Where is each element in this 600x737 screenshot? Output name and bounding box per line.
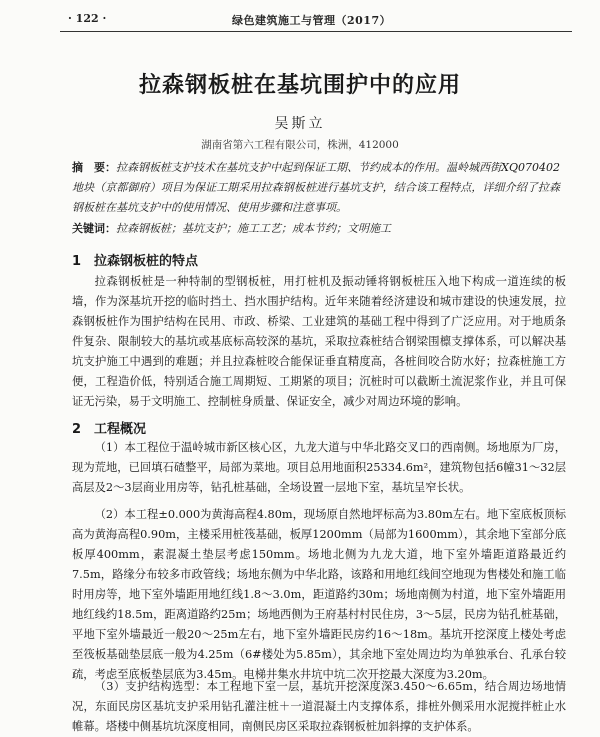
- section-heading: [72, 418, 146, 437]
- keywords: [72, 219, 560, 239]
- body-paragraph: （1）本工程位于温岭城市新区核心区，九龙大道与中华北路交叉口的西南侧。场地原为厂房，现为荒地，已回填石碴整平，局部为菜地。项目总用地面积25334.6m²，建筑物包括6幢31～32层高层及2～3层商业用房等，钻孔桩基础，全场设置一层地下室，基坑呈窄长状。: [72, 441, 566, 494]
- abstract-text: 拉森钢板桩支护技术在基坑支护中起到保证工期、节约成本的作用。温岭城西街XQ070402地块（京都御府）项目为保证工期采用拉森钢板桩进行基坑支护，结合该工程特点，详细介绍了拉森钢板桩在基坑支护中的使用情况、使用步骤和注意事项。: [72, 161, 561, 214]
- section-number: 2: [72, 422, 82, 437]
- section-title: 拉森钢板桩的特点: [94, 254, 199, 269]
- journal-title: 绿色建筑施工与管理（2017）: [232, 14, 392, 27]
- page-number: · 122 ·: [68, 12, 107, 25]
- section-title: 工程概况: [94, 422, 147, 437]
- author-name: 吴斯立: [274, 116, 326, 132]
- abstract: [72, 158, 560, 218]
- section-heading: [72, 250, 198, 269]
- body-paragraph: 拉森钢板桩是一种特制的型钢板桩，用打桩机及振动锤将钢板桩压入地下构成一道连续的板墙，作为深基坑开挖的临时挡土、挡水围护结构。近年来随着经济建设和城市建设的快速发展，拉森钢板桩作为围护结构在民用、市政、桥梁、工业建筑的基础工程中得到了广泛应用。对于地质条件复杂、限制较大的基坑或基底标高较深的基坑，采取拉森桩结合钢梁围檩支撑体系，可以解决基坑支护施工中遇到的难题；并且拉森桩咬合能保证垂直精度高，各桩间咬合防水好；拉森桩施工方便，工程造价低，特别适合施工周期短、工期紧的项目；沉桩时可以截断土流泥浆作业，并且可保证无污染，易于文明施工、控制桩身质量、保证安全，减少对周边环境的影响。: [72, 275, 566, 408]
- article-title: 拉森钢板桩在基坑围护中的应用: [138, 73, 461, 98]
- abstract-label: 摘 要：: [72, 161, 117, 174]
- section-number: 1: [72, 254, 82, 269]
- keywords-label: 关键词：: [72, 222, 116, 235]
- header-divider: [60, 31, 572, 32]
- body-paragraph: （3）支护结构选型：本工程地下室一层，基坑开挖深度深3.450～6.65m，结合周边场地情况，东面民房区基坑支护采用钻孔灌注桩＋一道混凝土内支撑体系，排桩外侧采用水泥搅拌桩止水帷幕。塔楼中侧基坑坑深度相同，南侧民房区采取拉森钢板桩加斜撑的支护体系。: [72, 680, 566, 733]
- keywords-text: 拉森钢板桩；基坑支护；施工工艺；成本节约；文明施工: [116, 222, 391, 235]
- author-affiliation: 湖南省第六工程有限公司，株洲，412000: [201, 139, 399, 151]
- body-paragraph: （2）本工程±0.000为黄海高程4.80m，现场原自然地坪标高为3.80m左右。地下室底板顶标高为黄海高程0.90m，主楼采用桩筏基础，板厚1200mm（局部为1600mm），其余地下室部分底板厚400mm，素混凝土垫层考虑150mm。场地北侧为九龙大道，地下室外墙距道路最近约7.5m，路缘分布较多市政管线；场地东侧为中华北路，该路和用地红线间空地现为售楼处和施工临时用房等，地下室外墙距用地红线1.8～3.0m，距道路约30m；场地南侧为村道，地下室外墙距用地红线约18.5m，距离道路约25m；场地西侧为王府基村村民住房，3～5层，民房为钻孔桩基础，平地下室外墙最近一般20～25m左右，地下室外墙距民房约16～18m。基坑开挖深度上楼处考虑至筏板基础垫层底一般为4.25m（6#楼处为5.85m），其余地下室处周边均为单独承台、孔承台较疏，考虑至底板垫层底为3.45m。电梯井集水井坑中坑二次开挖最大深度为3.20m。: [72, 508, 566, 681]
- running-header: [68, 12, 570, 30]
